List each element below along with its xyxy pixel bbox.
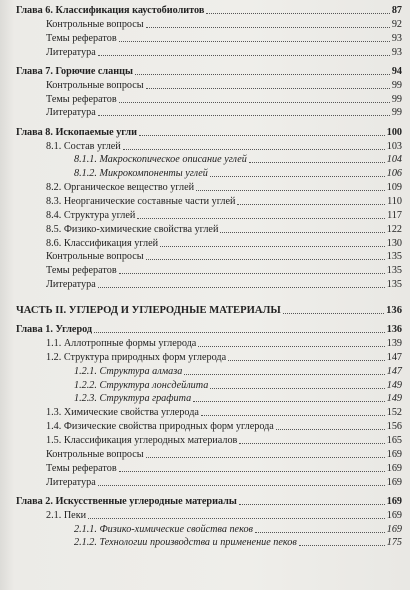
dot-leader [283,313,384,314]
toc-page-number: 139 [386,338,402,350]
dot-leader [135,74,390,75]
toc-page-number: 169 [386,448,402,460]
toc-chapter-row[interactable] [16,4,402,18]
toc-entry-title: 8.3. Неорганические составные части углей [46,195,236,207]
toc-page-number: 169 [386,523,402,535]
toc-entry-title: 8.5. Физико-химические свойства углей [46,223,219,235]
toc-entry-title: 8.6. Классификация углей [46,237,159,249]
toc-page-number: 99 [391,93,402,105]
toc-page-number: 117 [387,209,402,221]
toc-item-row[interactable] [16,18,402,32]
dot-leader [119,471,385,472]
toc-page-number: 87 [391,5,402,16]
dot-leader [237,204,385,205]
dot-leader [137,218,385,219]
toc-section-row[interactable] [16,209,402,223]
dot-leader [98,55,390,56]
toc-page-number: 92 [391,18,402,30]
toc-entry-title: Контрольные вопросы [46,448,144,460]
toc-page-number: 169 [386,462,402,474]
toc-entry-title: 1.4. Физические свойства природных форм углерода [46,421,274,433]
toc-section-row[interactable] [16,195,402,209]
toc-entry-title: 8.4. Структура углей [46,209,136,221]
toc-entry-title: Темы рефератов [46,93,117,105]
toc-page-number: 136 [386,304,402,316]
toc-page-number: 130 [386,237,402,249]
toc-entry-title: Глава 2. Искусственные углеродные материалы [16,495,237,507]
dot-leader [119,102,390,103]
toc-subsection-row[interactable] [16,536,402,550]
toc-entry-title: 8.1. Состав углей [46,140,121,152]
toc-chapter-row[interactable] [16,65,402,79]
toc-entry-title: Глава 6. Классификация каустобиолитов [16,5,205,16]
toc-entry-title: Темы рефератов [46,265,117,277]
dot-leader [239,443,385,444]
dot-leader [119,273,385,274]
dot-leader [119,41,390,42]
dot-leader [193,401,385,402]
toc-page-number: 156 [386,421,402,433]
toc-page-number: 99 [391,79,402,91]
toc-entry-title: ЧАСТЬ II. УГЛЕРОД И УГЛЕРОДНЫЕ МАТЕРИАЛЫ [16,304,281,316]
toc-entry-title: 2.1. Пеки [46,509,87,521]
toc-page-number: 175 [386,537,402,549]
toc-entry-title: 1.3. Химические свойства углерода [46,407,199,419]
dot-leader [299,545,385,546]
toc-subsection-row[interactable] [16,523,402,537]
toc-entry-title: Контрольные вопросы [46,251,144,263]
toc-item-row[interactable] [16,278,402,292]
toc-section-row[interactable] [16,337,402,351]
toc-entry-title: Глава 8. Ископаемые угли [16,126,137,138]
dot-leader [146,457,385,458]
dot-leader [210,176,385,177]
toc-section-row[interactable] [16,434,402,448]
toc-entry-title: 1.1. Аллотропные формы углерода [46,338,197,350]
toc-page-number: 149 [386,393,402,405]
toc-section-row[interactable] [16,181,402,195]
spacer [16,292,402,304]
toc-page-number: 135 [386,251,402,263]
toc-page-number: 106 [386,168,402,180]
toc-entry-title: Литература [46,476,96,488]
toc-item-row[interactable] [16,476,402,490]
dot-leader [146,259,385,260]
dot-leader [184,374,385,375]
toc-item-row[interactable] [16,264,402,278]
toc-entry-title: 1.2.1. Структура алмаза [74,365,183,377]
toc-item-row[interactable] [16,79,402,93]
toc-entry-title: Глава 7. Горючие сланцы [16,65,133,77]
toc-entry-title: Контрольные вопросы [46,18,144,30]
toc-chapter-row[interactable] [16,323,402,337]
dot-leader [206,13,390,14]
toc-page-number: 169 [386,509,402,521]
toc-entry-title: Темы рефератов [46,462,117,474]
toc-subsection-row[interactable] [16,392,402,406]
dot-leader [196,190,385,191]
toc-item-row[interactable] [16,32,402,46]
toc-page-number: 136 [386,324,402,336]
toc-subsection-row[interactable] [16,365,402,379]
toc-page-number: 109 [386,182,402,194]
toc-item-row[interactable] [16,462,402,476]
toc-page-number: 135 [386,265,402,277]
toc-page-number: 94 [391,65,402,77]
toc-page-number: 147 [386,351,402,363]
toc-subsection-row[interactable] [16,153,402,167]
dot-leader [239,504,385,505]
toc-entry-title: 2.1.1. Физико-химические свойства пеков [74,523,253,535]
toc-entry-title: 8.1.2. Микрокомпоненты углей [74,168,208,180]
toc-entry-title: Глава 1. Углерод [16,324,93,336]
toc-entry-title: 1.2.2. Структура лонсдейлита [74,379,209,391]
toc-entry-title: 8.1.1. Макроскопическое описание углей [74,154,247,166]
toc-entry-title: Литература [46,107,96,119]
toc-chapter-row[interactable] [16,495,402,509]
dot-leader [146,88,390,89]
toc-section-row[interactable] [16,223,402,237]
toc-entry-title: 1.2. Структура природных форм углерода [46,351,227,363]
dot-leader [146,27,390,28]
dot-leader [94,332,385,333]
toc-page-number: 103 [386,140,402,152]
dot-leader [201,415,385,416]
dot-leader [220,232,385,233]
dot-leader [210,388,385,389]
dot-leader [88,518,385,519]
dot-leader [228,360,385,361]
toc-page-number: 147 [386,365,402,377]
toc-item-row[interactable] [16,93,402,107]
toc-item-row[interactable] [16,250,402,264]
dot-leader [160,246,385,247]
toc-page-number: 149 [386,379,402,391]
toc-section-row[interactable] [16,237,402,251]
toc-subsection-row[interactable] [16,379,402,393]
toc-entry-title: 2.1.2. Технологии производства и применение пеков [74,537,297,549]
toc-entry-title: Литература [46,46,96,58]
toc-page-number: 122 [386,223,402,235]
toc-entry-title: 8.2. Органическое вещество углей [46,182,195,194]
toc-chapter-row[interactable] [16,126,402,140]
toc-entry-title: Темы рефератов [46,32,117,44]
toc-section-row[interactable] [16,509,402,523]
toc-item-row[interactable] [16,46,402,60]
dot-leader [249,162,385,163]
dot-leader [139,135,385,136]
toc-page-number: 152 [386,407,402,419]
dot-leader [98,485,385,486]
toc-page-number: 169 [386,476,402,488]
toc-part-row[interactable] [16,304,402,318]
dot-leader [98,287,385,288]
dot-leader [198,346,385,347]
toc-page-number: 135 [386,279,402,291]
toc-entry-title: 1.5. Классификация углеродных материалов [46,434,238,446]
toc-section-row[interactable] [16,420,402,434]
toc-page-number: 104 [386,154,402,166]
toc-page-number: 165 [386,434,402,446]
dot-leader [98,115,390,116]
table-of-contents [16,4,402,550]
toc-page-number: 93 [391,32,402,44]
toc-page-number: 99 [391,107,402,119]
toc-section-row[interactable] [16,351,402,365]
dot-leader [123,149,385,150]
toc-page-number: 93 [391,46,402,58]
toc-page-number: 169 [386,495,402,507]
toc-page-number: 110 [387,195,402,207]
toc-page-number: 100 [386,126,402,138]
toc-entry-title: Контрольные вопросы [46,79,144,91]
toc-entry-title: 1.2.3. Структура графита [74,393,192,405]
toc-entry-title: Литература [46,279,96,291]
dot-leader [276,429,385,430]
toc-section-row[interactable] [16,140,402,154]
dot-leader [255,532,385,533]
toc-item-row[interactable] [16,448,402,462]
toc-section-row[interactable] [16,406,402,420]
toc-item-row[interactable] [16,106,402,120]
toc-subsection-row[interactable] [16,167,402,181]
